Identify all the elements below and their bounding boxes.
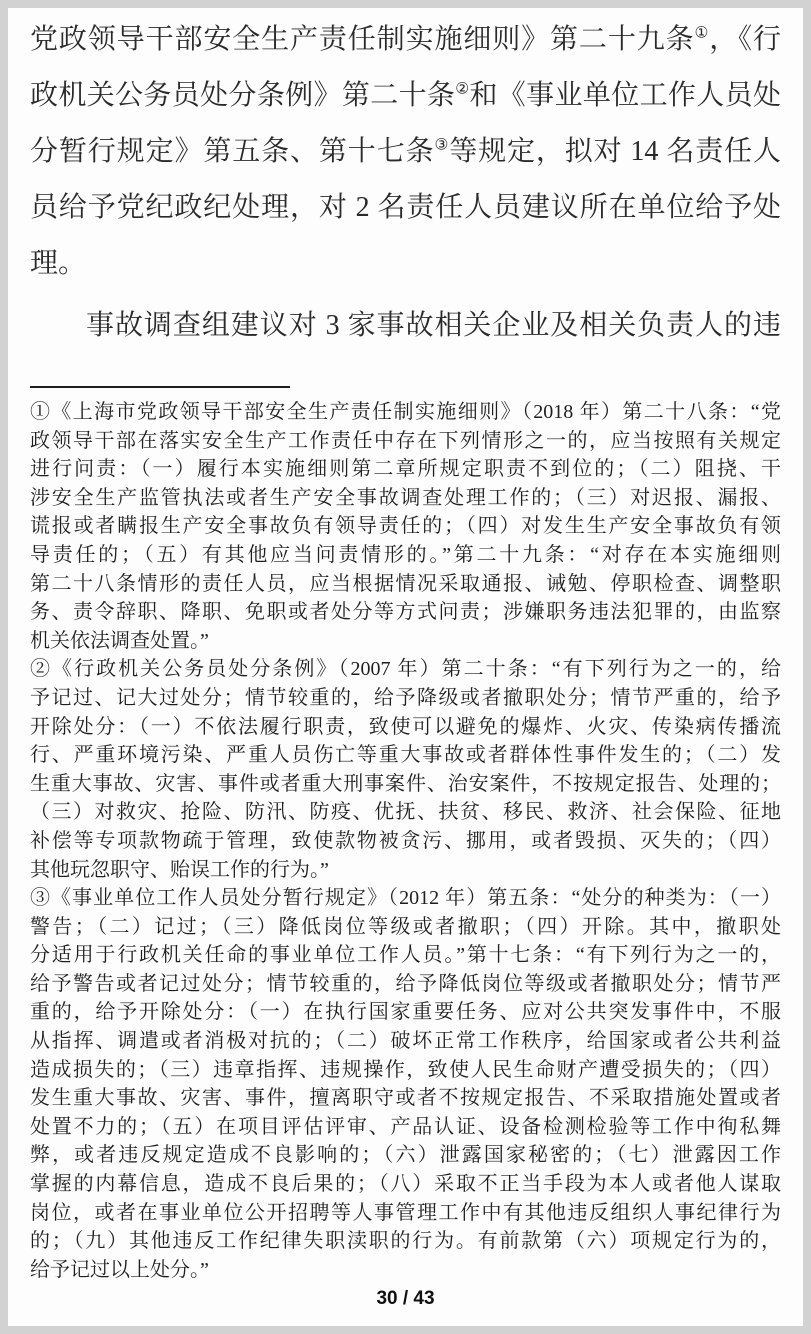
text-segment: 的；（九）其他违反工作纪律失职渎职的行为。有前款第（六）项规定行为的， <box>30 1230 781 1253</box>
text-segment: 弊，或者违反规定造成不良影响的；（六）泄露国家秘密的；（七）泄露因工作 <box>30 1144 781 1167</box>
text-line <box>30 1113 781 1142</box>
text-segment: 党政领导干部安全生产责任制实施细则》第二十九条 <box>30 24 695 55</box>
paragraph <box>30 12 781 292</box>
text-segment: 分适用于行政机关任命的事业单位工作人员。”第十七条：“有下列行为之一的， <box>30 944 781 967</box>
text-segment: ①《上海市党政领导干部安全生产责任制实施细则》（2018 年）第二十八条：“党 <box>30 401 781 423</box>
text-segment: 掌握的内幕信息，造成不良后果的；（八）采取不正当手段为本人或者他人谋取 <box>30 1173 781 1196</box>
text-segment: 机关依法调查处置。” <box>30 629 209 652</box>
text-line <box>30 12 781 68</box>
text-line <box>30 998 781 1027</box>
main-text <box>30 12 781 354</box>
text-line <box>30 598 781 627</box>
text-line <box>30 1027 781 1056</box>
document-page <box>8 8 803 1326</box>
text-line <box>30 455 781 484</box>
text-line <box>30 970 781 999</box>
text-line <box>30 484 781 513</box>
paragraph <box>30 298 781 354</box>
text-segment: 生重大事故、灾害、事件或者重大刑事案件、治安案件，不按规定报告、处理的； <box>30 772 781 795</box>
footnote-marker: ③ <box>434 136 450 154</box>
footnote-marker: ② <box>455 80 470 98</box>
text-line <box>30 941 781 970</box>
text-segment: 第二十八条情形的责任人员，应当根据情况采取通报、诫勉、停职检查、调整职 <box>30 572 781 595</box>
text-line <box>30 1170 781 1199</box>
text-segment: 其他玩忽职守、贻误工作的行为。” <box>30 858 329 881</box>
text-segment: 处置不力的；（五）在项目评估评审、产品认证、设备检测检验等工作中徇私舞 <box>30 1115 781 1138</box>
text-segment: 务、责令辞职、降职、免职或者处分等方式问责；涉嫌职务违法犯罪的，由监察 <box>30 601 781 624</box>
text-line <box>30 684 781 713</box>
text-line <box>30 398 781 427</box>
text-segment: 等规定，拟对 14 名责任人 <box>449 136 781 167</box>
text-line <box>30 1084 781 1113</box>
text-segment: 岗位，或者在事业单位公开招聘等人事管理工作中有其他违反组织人事纪律行为 <box>30 1201 781 1224</box>
text-line <box>30 427 781 456</box>
text-segment: 分暂行规定》第五条、第十七条 <box>30 136 435 167</box>
text-line <box>30 1199 781 1228</box>
text-segment: 政机关公务员处分条例》第二十条 <box>30 80 456 111</box>
text-segment: 涉安全生产监管执法或者生产安全事故调查处理工作的；（三）对迟报、漏报、 <box>30 486 781 509</box>
footnote <box>30 884 781 1284</box>
text-segment: 予记过、记大过处分；情节较重的，给予降级或者撤职处分；情节严重的，给予 <box>30 686 781 709</box>
footnote-marker: ① <box>694 24 710 42</box>
text-segment: 行、严重环境污染、严重人员伤亡等重大事故或者群体性事件发生的；（二）发 <box>30 744 781 767</box>
text-line <box>30 298 781 354</box>
text-line <box>30 570 781 599</box>
text-line <box>30 1056 781 1085</box>
text-line <box>30 236 781 292</box>
text-segment: ③《事业单位工作人员处分暂行规定》（2012 年）第五条：“处分的种类为：（一） <box>30 887 781 910</box>
text-line <box>30 856 781 885</box>
text-line <box>30 770 781 799</box>
text-segment: ②《行政机关公务员处分条例》（2007 年）第二十条：“有下列行为之一的，给 <box>30 658 781 681</box>
text-segment: 事故调查组建议对 3 家事故相关企业及相关负责人的违 <box>86 310 781 341</box>
text-line <box>30 713 781 742</box>
text-segment: 进行问责：（一）履行本实施细则第二章所规定职责不到位的；（二）阻挠、干 <box>30 458 781 481</box>
text-line <box>30 1227 781 1256</box>
footnote <box>30 398 781 655</box>
text-line <box>30 913 781 942</box>
text-line <box>30 827 781 856</box>
footnote <box>30 655 781 884</box>
text-line <box>30 1256 781 1285</box>
text-line <box>30 798 781 827</box>
text-line <box>30 884 781 913</box>
text-segment: 从指挥、调遣或者消极对抗的；（二）破坏正常工作秩序，给国家或者公共利益 <box>30 1030 781 1053</box>
text-line <box>30 541 781 570</box>
text-line <box>30 180 781 236</box>
text-segment: 给予警告或者记过处分；情节较重的，给予降低岗位等级或者撤职处分；情节严 <box>30 972 781 995</box>
page-number: 30 / 43 <box>376 1288 435 1310</box>
text-line <box>30 512 781 541</box>
text-segment: 理。 <box>30 248 87 279</box>
text-segment: 重的，给予开除处分：（一）在执行国家重要任务、应对公共突发事件中，不服 <box>30 1001 781 1024</box>
text-line <box>30 741 781 770</box>
text-segment: 警告；（二）记过；（三）降低岗位等级或者撤职；（四）开除。其中，撤职处 <box>30 915 781 938</box>
text-segment: 员给予党纪政纪处理，对 2 名责任人员建议所在单位给予处 <box>30 192 781 223</box>
text-line <box>30 68 781 124</box>
text-segment: ，《行 <box>709 24 781 55</box>
text-line <box>30 1141 781 1170</box>
text-segment: 政领导干部在落实安全生产工作责任中存在下列情形之一的，应当按照有关规定 <box>30 429 781 452</box>
footnotes <box>30 398 781 1284</box>
text-segment: 谎报或者瞒报生产安全事故负有领导责任的；（四）对发生生产安全事故负有领 <box>30 515 781 538</box>
text-segment: 和《事业单位工作人员处 <box>469 80 781 111</box>
text-segment: 补偿等专项款物疏于管理，致使款物被贪污、挪用，或者毁损、灭失的；（四） <box>30 829 781 852</box>
text-line <box>30 627 781 656</box>
text-segment: 发生重大事故、灾害、事件，擅离职守或者不按规定报告、不采取措施处置或者 <box>30 1087 781 1110</box>
text-segment: 导责任的；（五）有其他应当问责情形的。”第二十九条：“对存在本实施细则 <box>30 543 781 566</box>
text-segment: 开除处分：（一）不依法履行职责，致使可以避免的爆炸、火灾、传染病传播流 <box>30 715 781 738</box>
text-segment: 给予记过以上处分。” <box>30 1258 209 1281</box>
text-line <box>30 124 781 180</box>
text-line <box>30 655 781 684</box>
text-segment: （三）对救灾、抢险、防汛、防疫、优抚、扶贫、移民、救济、社会保险、征地 <box>30 801 781 824</box>
footnote-separator <box>30 386 290 388</box>
text-segment: 造成损失的；（三）违章指挥、违规操作，致使人民生命财产遭受损失的；（四） <box>30 1058 781 1081</box>
